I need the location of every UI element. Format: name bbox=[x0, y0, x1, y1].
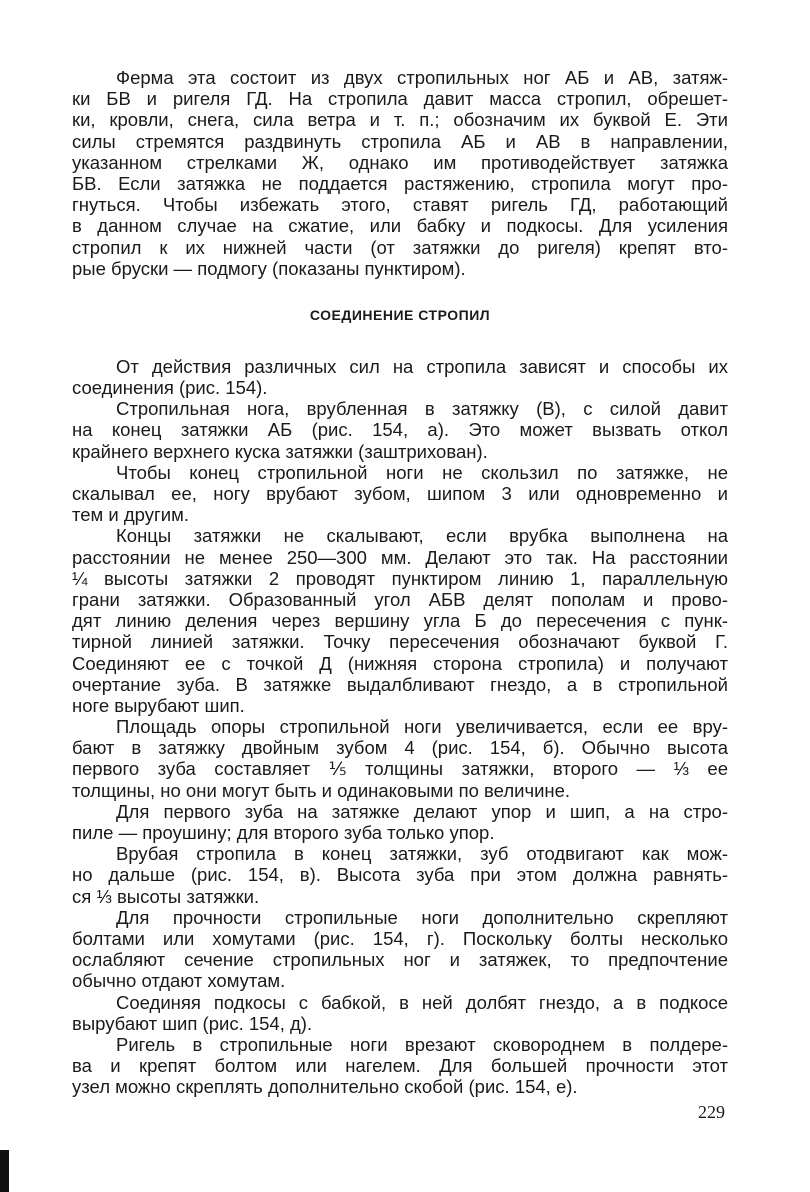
paragraph bbox=[72, 67, 728, 279]
paragraph bbox=[72, 398, 728, 462]
text-line: ¼ высоты затяжки 2 проводят пунктиром линию 1, параллельную bbox=[72, 567, 728, 589]
paragraph bbox=[72, 843, 728, 907]
paragraph bbox=[72, 356, 728, 398]
text-line: расстоянии не менее 250—300 мм. Делают это так. На расстоянии bbox=[72, 546, 728, 568]
text-line: Чтобы конец стропильной ноги не скользил по затяжке, не bbox=[116, 461, 728, 483]
text-line: тирной линией затяжки. Точку пересечения обозначают буквой Г. bbox=[72, 631, 728, 653]
text-line: Соединяя подкосы с бабкой, в ней долбят гнездо, а в подкосе bbox=[116, 991, 728, 1013]
text-line: ки БВ и ригеля ГД. На стропила давит масса стропил, обрешет- bbox=[72, 88, 728, 110]
section-rafter-joints bbox=[72, 356, 728, 1098]
paragraph bbox=[72, 992, 728, 1034]
text-line: в данном случае на сжатие, или бабку и подкосы. Для усиления bbox=[72, 215, 728, 237]
text-line: первого зуба составляет ⅕ толщины затяжки, второго — ⅓ ее bbox=[72, 758, 728, 780]
text-line: толщины, но они могут быть и одинаковыми по величине. bbox=[72, 779, 571, 801]
paragraph bbox=[72, 1034, 728, 1098]
text-line: грани затяжки. Образованный угол АБВ делят пополам и прово- bbox=[72, 588, 728, 610]
text-line: гнуться. Чтобы избежать этого, ставят ригель ГД, работающий bbox=[72, 194, 728, 216]
text-line: ся ⅓ высоты затяжки. bbox=[72, 885, 260, 907]
paragraph bbox=[72, 462, 728, 526]
text-line: стропил к их нижней части (от затяжки до ригеля) крепят вто- bbox=[72, 236, 728, 258]
text-line: Ригель в стропильные ноги врезают сковороднем в полдере- bbox=[116, 1033, 728, 1055]
text-line: узел можно скреплять дополнительно скобой (рис. 154, е). bbox=[72, 1076, 578, 1098]
text-line: Концы затяжки не скалывают, если врубка выполнена на bbox=[116, 525, 728, 547]
text-line: бают в затяжку двойным зубом 4 (рис. 154, б). Обычно высота bbox=[72, 737, 728, 759]
text-line: указанном стрелками Ж, однако им противодействует затяжка bbox=[72, 151, 728, 173]
text-line: ноге вырубают шип. bbox=[72, 694, 245, 716]
text-line: вырубают шип (рис. 154, д). bbox=[72, 1012, 313, 1034]
section-intro bbox=[72, 67, 728, 279]
text-line: пиле — проушину; для второго зуба только упор. bbox=[72, 822, 495, 843]
page-number: 229 bbox=[698, 1102, 725, 1122]
text-line: Врубая стропила в конец затяжки, зуб отодвигают как мож- bbox=[116, 843, 728, 865]
paragraph bbox=[72, 907, 728, 992]
text-line: Ферма эта состоит из двух стропильных ног АБ и АВ, затяж- bbox=[116, 67, 728, 88]
text-line: Площадь опоры стропильной ноги увеличивается, если ее вру- bbox=[116, 716, 728, 738]
text-line: БВ. Если затяжка не поддается растяжению, стропила могут про- bbox=[72, 172, 728, 194]
text-line: От действия различных сил на стропила зависят и способы их bbox=[116, 355, 728, 377]
page-body bbox=[72, 67, 728, 1097]
text-line: но дальше (рис. 154, в). Высота зуба при этом должна равнять- bbox=[72, 864, 728, 886]
text-line: соединения (рис. 154). bbox=[72, 377, 268, 399]
paragraph bbox=[72, 801, 728, 843]
text-line: очертание зуба. В затяжке выдалбливают гнездо, а в стропильной bbox=[72, 673, 728, 695]
text-line: Для первого зуба на затяжке делают упор и шип, а на стро- bbox=[116, 800, 728, 822]
text-line: скалывал ее, ногу врубают зубом, шипом 3 или одновременно и bbox=[72, 483, 728, 504]
text-line: крайнего верхнего куска затяжки (заштрихован). bbox=[72, 440, 488, 462]
paragraph bbox=[72, 716, 728, 801]
section-heading: СОЕДИНЕНИЕ СТРОПИЛ bbox=[309, 307, 491, 323]
text-line: силы стремятся раздвинуть стропила АБ и АВ в направлении, bbox=[72, 130, 728, 152]
text-line: ослабляют сечение стропильных ног и затяжек, то предпочтение bbox=[72, 949, 728, 971]
text-line: Для прочности стропильные ноги дополнительно скрепляют bbox=[116, 906, 728, 928]
text-line: дят линию деления через вершину угла Б до пересечения с пунк- bbox=[72, 610, 728, 632]
text-line: Стропильная нога, врубленная в затяжку (В), с силой давит bbox=[116, 398, 728, 420]
text-line: на конец затяжки АБ (рис. 154, а). Это может вызвать откол bbox=[72, 419, 728, 441]
paragraph bbox=[72, 525, 728, 716]
text-line: болтами или хомутами (рис. 154, г). Поскольку болты несколько bbox=[72, 927, 728, 949]
text-line: обычно отдают хомутам. bbox=[72, 970, 286, 992]
text-line: ки, кровли, снега, сила ветра и т. п.; обозначим их буквой Е. Эти bbox=[72, 109, 728, 131]
text-line: рые бруски — подмогу (показаны пунктиром). bbox=[72, 257, 466, 279]
text-line: ва и крепят болтом или нагелем. Для большей прочности этот bbox=[72, 1055, 728, 1077]
text-line: тем и другим. bbox=[72, 504, 189, 526]
scan-edge-mark bbox=[0, 1150, 9, 1192]
text-line: Соединяют ее с точкой Д (нижняя сторона стропила) и получают bbox=[72, 652, 728, 674]
